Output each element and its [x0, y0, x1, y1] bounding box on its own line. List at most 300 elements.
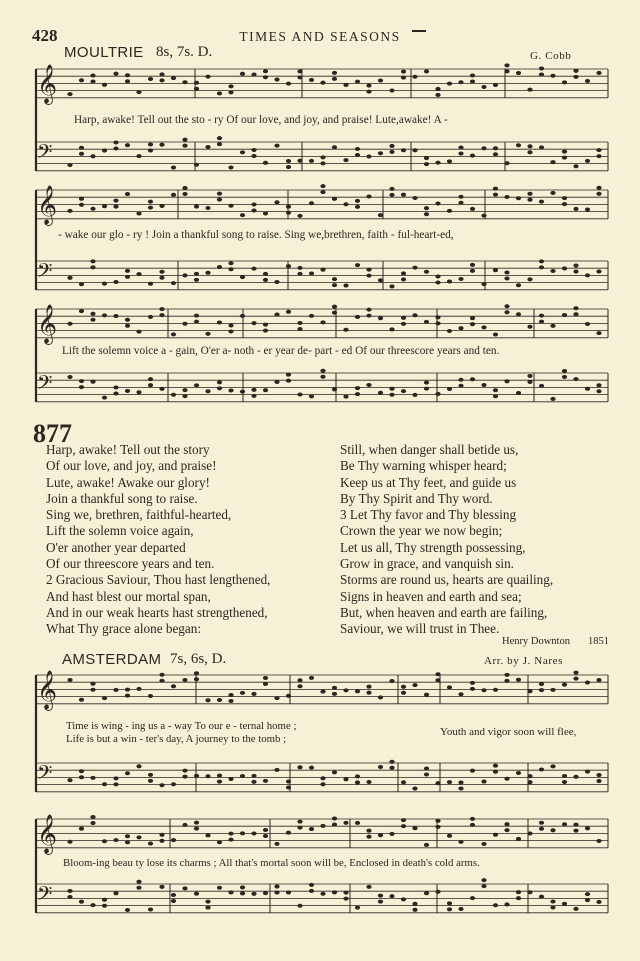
- verse-line: Lift the solemn voice again,: [46, 523, 194, 539]
- note-head: [79, 197, 84, 201]
- note-head: [458, 80, 463, 84]
- note-head: [79, 152, 84, 156]
- note-head: [309, 889, 314, 893]
- note-head: [539, 688, 544, 692]
- note-head: [297, 266, 302, 270]
- note-head: [596, 192, 601, 196]
- note-head: [366, 274, 371, 278]
- note-head: [125, 143, 130, 147]
- note-head: [378, 151, 383, 155]
- note-head: [366, 154, 371, 158]
- note-head: [90, 380, 95, 384]
- note-head: [205, 774, 210, 778]
- note-head: [228, 323, 233, 327]
- note-head: [240, 275, 245, 279]
- note-head: [182, 144, 187, 148]
- note-head: [470, 154, 475, 158]
- note-head: [251, 831, 256, 835]
- note-head: [516, 71, 521, 75]
- verse-line: Let us all, Thy strength possessing,: [340, 539, 526, 555]
- note-head: [424, 206, 429, 210]
- note-head: [286, 379, 291, 383]
- note-head: [378, 79, 383, 83]
- note-head: [481, 282, 486, 286]
- note-head: [332, 77, 337, 81]
- note-head: [573, 671, 578, 675]
- note-head: [148, 200, 153, 204]
- note-head: [194, 87, 199, 91]
- note-head: [90, 682, 95, 686]
- note-head: [263, 323, 268, 327]
- note-head: [182, 192, 187, 196]
- note-head: [343, 284, 348, 288]
- note-head: [136, 154, 141, 158]
- note-head: [516, 312, 521, 316]
- note-head: [516, 196, 521, 200]
- note-head: [401, 897, 406, 901]
- note-head: [67, 276, 72, 280]
- note-head: [573, 69, 578, 73]
- note-head: [113, 280, 118, 284]
- note-head: [171, 166, 176, 170]
- note-head: [125, 771, 130, 775]
- note-head: [562, 150, 567, 154]
- note-head: [79, 385, 84, 389]
- note-head: [102, 904, 107, 908]
- note-head: [102, 282, 107, 286]
- note-head: [573, 312, 578, 316]
- note-head: [562, 266, 567, 270]
- note-head: [90, 207, 95, 211]
- note-head: [389, 150, 394, 154]
- note-head: [366, 383, 371, 387]
- note-head: [562, 313, 567, 317]
- note-head: [539, 682, 544, 686]
- note-head: [435, 890, 440, 894]
- note-head: [263, 329, 268, 333]
- note-head: [263, 211, 268, 215]
- note-head: [527, 198, 532, 202]
- note-head: [263, 75, 268, 79]
- note-head: [228, 832, 233, 836]
- note-head: [550, 906, 555, 910]
- note-head: [251, 321, 256, 325]
- lyric-line: Life is but a win - ter's day, A journey to the tomb ;: [66, 733, 287, 745]
- note-head: [401, 818, 406, 822]
- note-head: [573, 264, 578, 268]
- note-head: [113, 391, 118, 395]
- note-head: [251, 148, 256, 152]
- note-head: [205, 271, 210, 275]
- note-head: [401, 148, 406, 152]
- note-head: [343, 891, 348, 895]
- treble-clef: 𝄞: [37, 670, 58, 710]
- note-head: [435, 274, 440, 278]
- note-head: [481, 688, 486, 692]
- note-head: [297, 75, 302, 79]
- note-head: [125, 908, 130, 912]
- note-head: [240, 891, 245, 895]
- note-head: [355, 386, 360, 390]
- verse-line: Crown the year we now begin;: [340, 523, 503, 539]
- note-head: [539, 821, 544, 825]
- note-head: [286, 890, 291, 894]
- note-head: [90, 80, 95, 84]
- note-head: [286, 373, 291, 377]
- note-head: [412, 393, 417, 397]
- note-head: [159, 833, 164, 837]
- note-head: [136, 390, 141, 394]
- note-head: [366, 829, 371, 833]
- note-head: [113, 72, 118, 76]
- note-head: [263, 69, 268, 73]
- note-head: [424, 387, 429, 391]
- note-head: [435, 201, 440, 205]
- note-head: [355, 153, 360, 157]
- note-head: [240, 72, 245, 76]
- note-head: [458, 201, 463, 205]
- note-head: [194, 671, 199, 675]
- note-head: [251, 394, 256, 398]
- note-head: [389, 832, 394, 836]
- note-head: [274, 696, 279, 700]
- note-head: [343, 897, 348, 901]
- note-head: [539, 827, 544, 831]
- note-head: [435, 280, 440, 284]
- note-head: [355, 906, 360, 910]
- note-head: [263, 388, 268, 392]
- note-head: [389, 284, 394, 288]
- note-head: [136, 90, 141, 94]
- note-head: [309, 78, 314, 82]
- note-head: [194, 821, 199, 825]
- note-head: [90, 903, 95, 907]
- note-head: [596, 839, 601, 843]
- note-head: [470, 73, 475, 77]
- note-head: [366, 268, 371, 272]
- note-head: [447, 159, 452, 163]
- note-head: [297, 684, 302, 688]
- note-head: [171, 332, 176, 336]
- page-number: 428: [32, 26, 58, 45]
- note-head: [424, 320, 429, 324]
- note-head: [366, 885, 371, 889]
- note-head: [596, 154, 601, 158]
- note-head: [573, 75, 578, 79]
- note-head: [332, 823, 337, 827]
- note-head: [274, 380, 279, 384]
- note-head: [320, 776, 325, 780]
- note-head: [332, 387, 337, 391]
- note-head: [493, 688, 498, 692]
- treble-clef: 𝄞: [37, 185, 58, 225]
- note-head: [125, 694, 130, 698]
- note-head: [148, 773, 153, 777]
- note-head: [182, 388, 187, 392]
- note-head: [217, 840, 222, 844]
- note-head: [355, 263, 360, 267]
- note-head: [355, 392, 360, 396]
- note-head: [148, 377, 153, 381]
- note-head: [148, 142, 153, 146]
- note-head: [470, 681, 475, 685]
- note-head: [366, 685, 371, 689]
- note-head: [274, 313, 279, 317]
- note-head: [228, 699, 233, 703]
- note-head: [332, 311, 337, 315]
- note-head: [90, 688, 95, 692]
- note-head: [148, 315, 153, 319]
- verse-line: Sing we, brethren, faithful-hearted,: [46, 507, 232, 523]
- note-head: [389, 760, 394, 764]
- note-head: [297, 159, 302, 163]
- note-head: [539, 314, 544, 318]
- note-head: [550, 269, 555, 273]
- note-head: [412, 908, 417, 912]
- note-head: [240, 774, 245, 778]
- note-head: [585, 770, 590, 774]
- note-head: [343, 202, 348, 206]
- note-head: [286, 165, 291, 169]
- note-head: [424, 69, 429, 73]
- note-head: [401, 691, 406, 695]
- note-head: [447, 907, 452, 911]
- note-head: [366, 691, 371, 695]
- note-head: [113, 782, 118, 786]
- note-head: [458, 152, 463, 156]
- note-head: [274, 144, 279, 148]
- note-head: [493, 388, 498, 392]
- note-head: [332, 686, 337, 690]
- note-head: [136, 886, 141, 890]
- note-head: [205, 145, 210, 149]
- note-head: [516, 678, 521, 682]
- note-head: [596, 331, 601, 335]
- note-head: [401, 70, 406, 74]
- note-head: [251, 774, 256, 778]
- note-head: [125, 840, 130, 844]
- running-head: TIMES AND SEASONS: [239, 29, 401, 44]
- note-head: [585, 159, 590, 163]
- note-head: [447, 209, 452, 213]
- note-head: [148, 282, 153, 286]
- note-head: [366, 84, 371, 88]
- note-head: [539, 72, 544, 76]
- note-head: [412, 902, 417, 906]
- note-head: [205, 906, 210, 910]
- note-head: [504, 276, 509, 280]
- note-head: [309, 271, 314, 275]
- note-head: [125, 192, 130, 196]
- note-head: [527, 277, 532, 281]
- note-head: [562, 156, 567, 160]
- note-head: [309, 314, 314, 318]
- note-head: [424, 766, 429, 770]
- note-head: [113, 205, 118, 209]
- composer-amsterdam: Arr. by J. Nares: [484, 655, 563, 667]
- note-head: [286, 205, 291, 209]
- note-head: [113, 688, 118, 692]
- note-head: [539, 145, 544, 149]
- note-head: [378, 391, 383, 395]
- note-head: [493, 193, 498, 197]
- note-head: [435, 93, 440, 97]
- note-head: [332, 71, 337, 75]
- note-head: [378, 894, 383, 898]
- note-head: [401, 277, 406, 281]
- note-head: [148, 694, 153, 698]
- note-head: [102, 839, 107, 843]
- note-head: [136, 272, 141, 276]
- note-head: [79, 900, 84, 904]
- note-head: [596, 678, 601, 682]
- note-head: [401, 322, 406, 326]
- note-head: [493, 332, 498, 336]
- treble-clef: 𝄞: [37, 304, 58, 344]
- note-head: [378, 765, 383, 769]
- note-head: [194, 314, 199, 318]
- note-head: [401, 685, 406, 689]
- note-head: [585, 273, 590, 277]
- note-head: [136, 835, 141, 839]
- note-head: [228, 777, 233, 781]
- note-head: [320, 184, 325, 188]
- note-head: [585, 826, 590, 830]
- note-head: [217, 265, 222, 269]
- note-head: [320, 320, 325, 324]
- lyric-line: Youth and vigor soon will flee,: [440, 726, 577, 738]
- note-head: [159, 885, 164, 889]
- note-head: [504, 195, 509, 199]
- note-head: [435, 392, 440, 396]
- note-head: [550, 324, 555, 328]
- note-head: [309, 827, 314, 831]
- note-head: [240, 213, 245, 217]
- note-head: [412, 683, 417, 687]
- note-head: [320, 81, 325, 85]
- note-head: [79, 769, 84, 773]
- note-head: [493, 833, 498, 837]
- note-head: [79, 379, 84, 383]
- note-head: [527, 192, 532, 196]
- note-head: [274, 78, 279, 82]
- note-head: [159, 78, 164, 82]
- note-head: [113, 891, 118, 895]
- note-head: [228, 838, 233, 842]
- note-head: [159, 204, 164, 208]
- note-head: [182, 80, 187, 84]
- note-head: [458, 384, 463, 388]
- note-head: [217, 91, 222, 95]
- note-head: [90, 312, 95, 316]
- note-head: [194, 278, 199, 282]
- note-head: [366, 90, 371, 94]
- note-head: [228, 90, 233, 94]
- note-head: [297, 904, 302, 908]
- note-head: [217, 780, 222, 784]
- note-head: [447, 780, 452, 784]
- verse-line: Grow in grace, and vanquish sin.: [340, 556, 514, 572]
- note-head: [458, 780, 463, 784]
- note-head: [67, 840, 72, 844]
- note-head: [217, 380, 222, 384]
- note-head: [90, 154, 95, 158]
- note-head: [286, 264, 291, 268]
- note-head: [102, 204, 107, 208]
- note-head: [297, 678, 302, 682]
- bass-clef: 𝄢: [37, 761, 53, 789]
- note-head: [458, 277, 463, 281]
- note-head: [458, 907, 463, 911]
- note-head: [217, 136, 222, 140]
- note-head: [516, 896, 521, 900]
- note-head: [470, 769, 475, 773]
- note-head: [562, 774, 567, 778]
- note-head: [194, 205, 199, 209]
- verse-right-column: [340, 442, 553, 638]
- hymn-number: 877: [33, 419, 72, 448]
- note-head: [205, 698, 210, 702]
- verse-line: Harp, awake! Tell out the story: [46, 442, 210, 457]
- note-head: [102, 396, 107, 400]
- note-head: [159, 313, 164, 317]
- note-head: [378, 316, 383, 320]
- note-head: [125, 324, 130, 328]
- note-head: [596, 389, 601, 393]
- note-head: [389, 193, 394, 197]
- note-head: [562, 202, 567, 206]
- note-head: [596, 269, 601, 273]
- note-head: [424, 162, 429, 166]
- note-head: [412, 826, 417, 830]
- note-head: [343, 777, 348, 781]
- note-head: [355, 780, 360, 784]
- note-head: [159, 679, 164, 683]
- note-head: [182, 138, 187, 142]
- note-head: [194, 774, 199, 778]
- note-head: [217, 386, 222, 390]
- note-head: [332, 770, 337, 774]
- verse-line: And hast blest our mortal span,: [46, 588, 211, 604]
- verse-line: Saviour, we will trust in Thee.: [340, 621, 500, 637]
- note-head: [263, 682, 268, 686]
- note-head: [217, 320, 222, 324]
- note-head: [136, 212, 141, 216]
- note-head: [194, 677, 199, 681]
- note-head: [389, 679, 394, 683]
- note-head: [366, 308, 371, 312]
- note-head: [320, 190, 325, 194]
- note-head: [527, 325, 532, 329]
- note-head: [240, 885, 245, 889]
- note-head: [355, 821, 360, 825]
- note-head: [481, 214, 486, 218]
- note-head: [332, 145, 337, 149]
- note-head: [205, 206, 210, 210]
- note-head: [194, 827, 199, 831]
- note-head: [539, 895, 544, 899]
- note-head: [320, 155, 325, 159]
- note-head: [447, 834, 452, 838]
- note-head: [320, 369, 325, 373]
- hymn-year: 1851: [588, 636, 609, 647]
- note-head: [159, 143, 164, 147]
- note-head: [481, 146, 486, 150]
- note-head: [102, 313, 107, 317]
- note-head: [102, 782, 107, 786]
- verse-line: Of our love, and joy, and praise!: [46, 458, 217, 474]
- note-head: [320, 782, 325, 786]
